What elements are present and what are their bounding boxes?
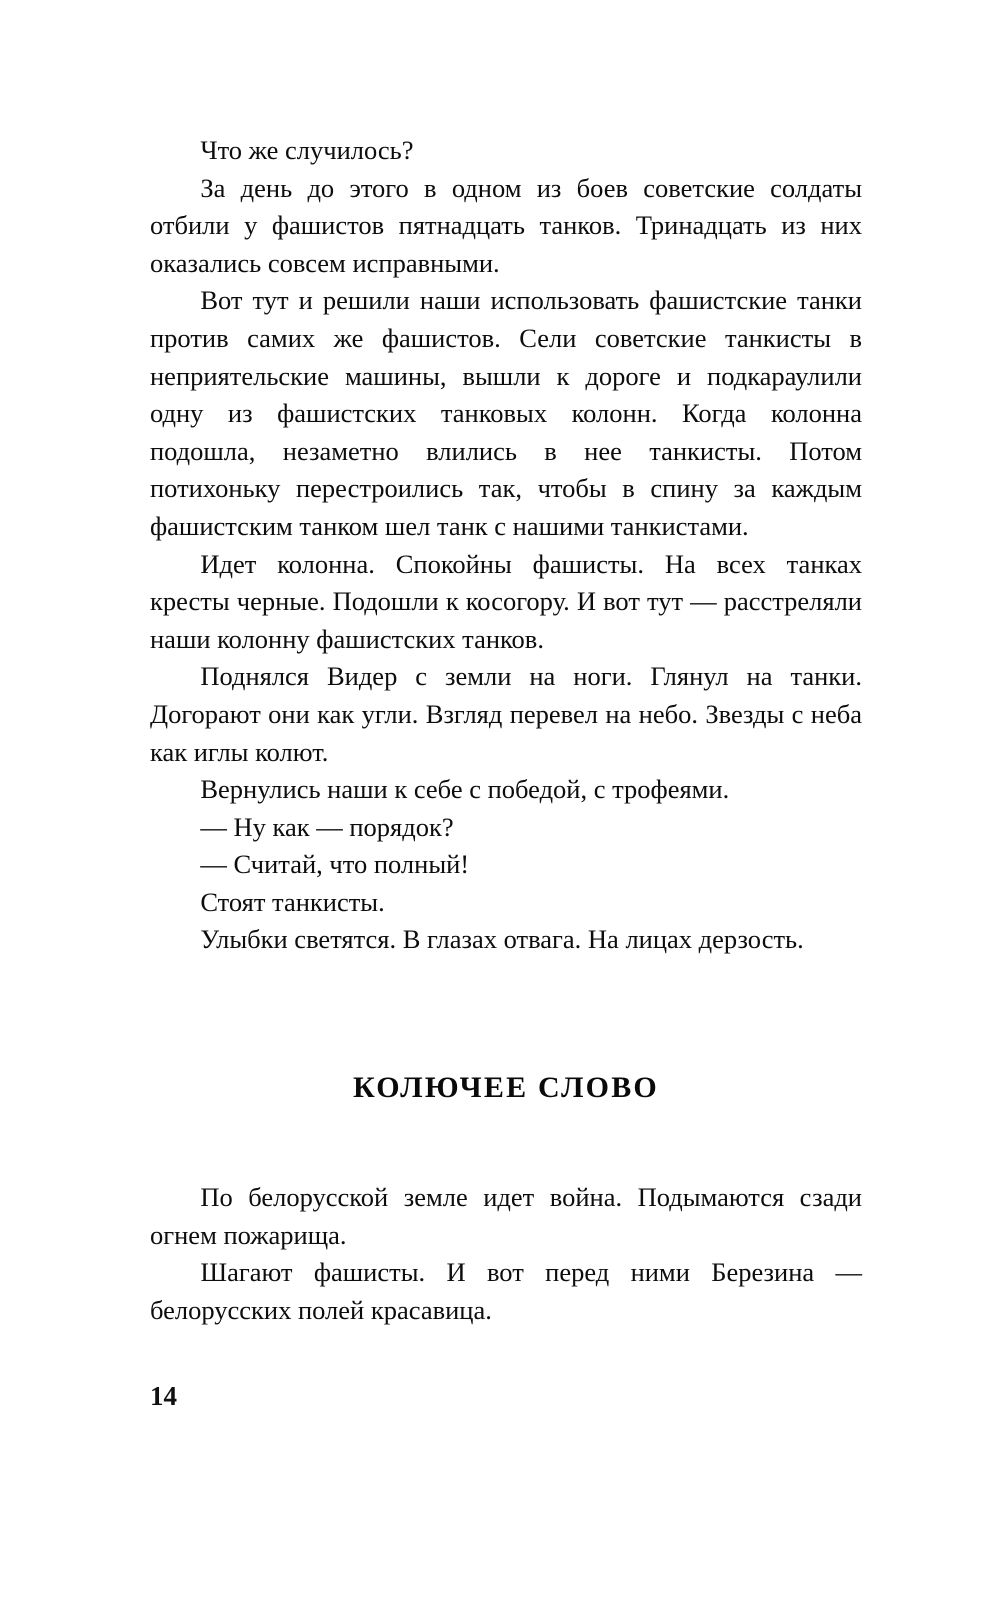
paragraph: По белорусской земле идет война. Подымаются сзади огнем пожарища. [150,1182,862,1250]
dialogue-line: — Считай, что полный! [200,849,470,880]
paragraph: Вот тут и решили наши использовать фашистские танки против самих же фашистов. Сели советские танкисты в неприятельские машины, вышли к дороге и подкараулили одну из фашистских танковых колонн. Когда колонна подошла, незаметно влились в нее танкисты. Потом потихоньку перестроились так, чтобы в спину за каждым фашистским танком шел танк с нашими танкистами. [150,285,862,541]
section-heading: КОЛЮЧЕЕ СЛОВО [353,1071,659,1105]
new-section-text [150,1179,862,1329]
paragraph: Шагают фашисты. И вот перед ними Березина — белорусских полей красавица. [150,1257,862,1325]
paragraph: Улыбки светятся. В глазах отвага. На лицах дерзость. [200,924,804,955]
page-content [150,132,862,1329]
dialogue-line: — Ну как — порядок? [200,811,454,842]
paragraph: Идет колонна. Спокойны фашисты. На всех танках кресты черные. Подошли к косогору. И вот тут — расстреляли наши колонну фашистских танков. [150,548,862,654]
paragraph: За день до этого в одном из боев советские солдаты отбили у фашистов пятнадцать танков. Тринадцать из них оказались совсем исправными. [150,172,862,278]
continued-chapter-text [150,132,862,959]
paragraph: Стоят танкисты. [200,886,385,917]
spacer [150,1105,862,1179]
paragraph: Вернулись наши к себе с победой, с трофеями. [200,774,730,805]
spacer [150,959,862,1071]
paragraph: Что же случилось? [200,135,414,165]
page-number: 14 [150,1381,177,1411]
paragraph: Поднялся Видер с земли на ноги. Глянул на танки. Догорают они как угли. Взгляд перевел на небо. Звезды с неба как иглы колют. [150,661,862,767]
